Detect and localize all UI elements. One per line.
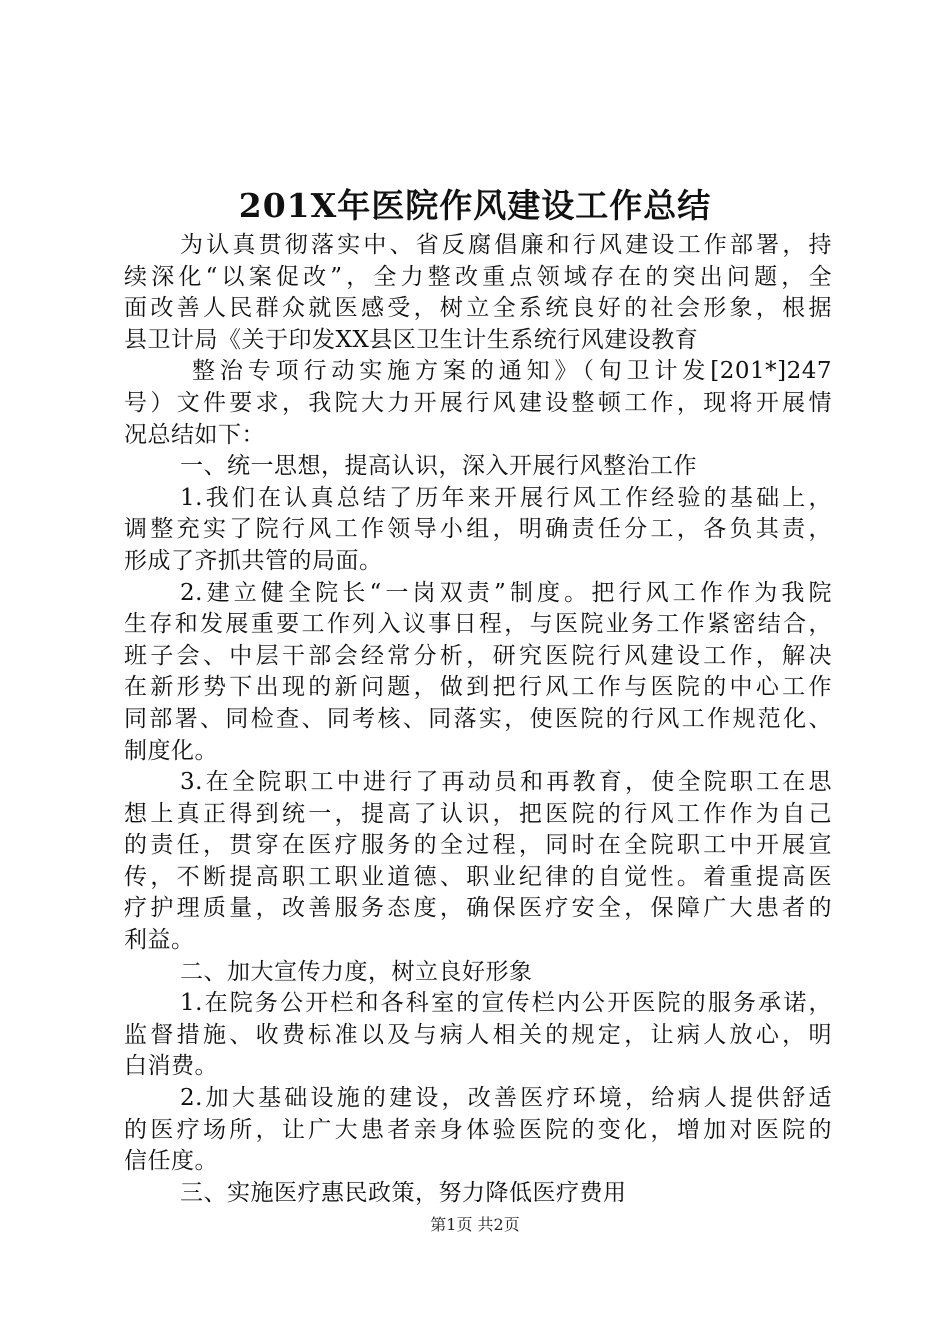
- text-line: 利益。: [124, 927, 195, 954]
- text-line: 续深化“以案促改”，全力整改重点领域存在的突出问题，全: [124, 263, 832, 290]
- section-heading: 一、统一思想，提高认识，深入开展行风整治工作: [180, 453, 697, 480]
- text-line: 生存和发展重要工作列入议事日程，与医院业务工作紧密结合，: [124, 611, 832, 638]
- text-line: 2.建立健全院长“一岗双责”制度。把行风工作作为我院: [180, 579, 832, 606]
- text-line: 传，不断提高职工职业道德、职业纪律的自觉性。着重提高医: [124, 863, 832, 890]
- text-line: 1.在院务公开栏和各科室的宣传栏内公开医院的服务承诺，: [180, 990, 832, 1017]
- text-line: 的责任，贯穿在医疗服务的全过程，同时在全院职工中开展宣: [124, 832, 832, 859]
- text-line: 形成了齐抓共管的局面。: [124, 547, 383, 574]
- text-line: 信任度。: [124, 1148, 218, 1175]
- text-line: 县卫计局《关于印发XX县区卫生计生系统行风建设教育: [124, 326, 699, 353]
- text-line: 面改善人民群众就医感受，树立全系统良好的社会形象，根据: [124, 295, 832, 322]
- text-line: 为认真贯彻落实中、省反腐倡廉和行风建设工作部署，持: [180, 232, 832, 258]
- page-footer: 第1页 共2页: [430, 1215, 520, 1234]
- document-title: 201X年医院作风建设工作总结: [238, 186, 712, 225]
- text-line: 白消费。: [124, 1053, 218, 1080]
- text-line: 1.我们在认真总结了历年来开展行风工作经验的基础上，: [180, 484, 832, 511]
- text-line: 疗护理质量，改善服务态度，确保医疗安全，保障广大患者的: [124, 895, 832, 922]
- document-body: [124, 230, 832, 1209]
- text-line: 同部署、同检查、同考核、同落实，使医院的行风工作规范化、: [124, 705, 832, 732]
- section-heading: 二、加大宣传力度，树立良好形象: [180, 958, 533, 985]
- text-line: 想上真正得到统一，提高了认识，把医院的行风工作作为自己: [124, 800, 832, 827]
- text-line: 号）文件要求，我院大力开展行风建设整顿工作，现将开展情: [124, 389, 832, 416]
- text-line: 制度化。: [124, 737, 218, 764]
- text-line: 的医疗场所，让广大患者亲身体验医院的变化，增加对医院的: [124, 1116, 832, 1143]
- text-line: 3.在全院职工中进行了再动员和再教育，使全院职工在思: [180, 769, 832, 796]
- text-line: 班子会、中层干部会经常分析，研究医院行风建设工作，解决: [124, 642, 832, 669]
- text-line: 况总结如下：: [124, 421, 265, 448]
- section-heading: 三、实施医疗惠民政策，努力降低医疗费用: [180, 1179, 627, 1206]
- text-line: 调整充实了院行风工作领导小组，明确责任分工，各负其责，: [124, 516, 832, 543]
- text-line: 整治专项行动实施方案的通知》（旬卫计发[201*]247: [192, 358, 832, 385]
- text-line: 在新形势下出现的新问题，做到把行风工作与医院的中心工作: [124, 674, 832, 701]
- text-line: 监督措施、收费标准以及与病人相关的规定，让病人放心，明: [124, 1021, 832, 1048]
- text-line: 2.加大基础设施的建设，改善医疗环境，给病人提供舒适: [180, 1085, 832, 1112]
